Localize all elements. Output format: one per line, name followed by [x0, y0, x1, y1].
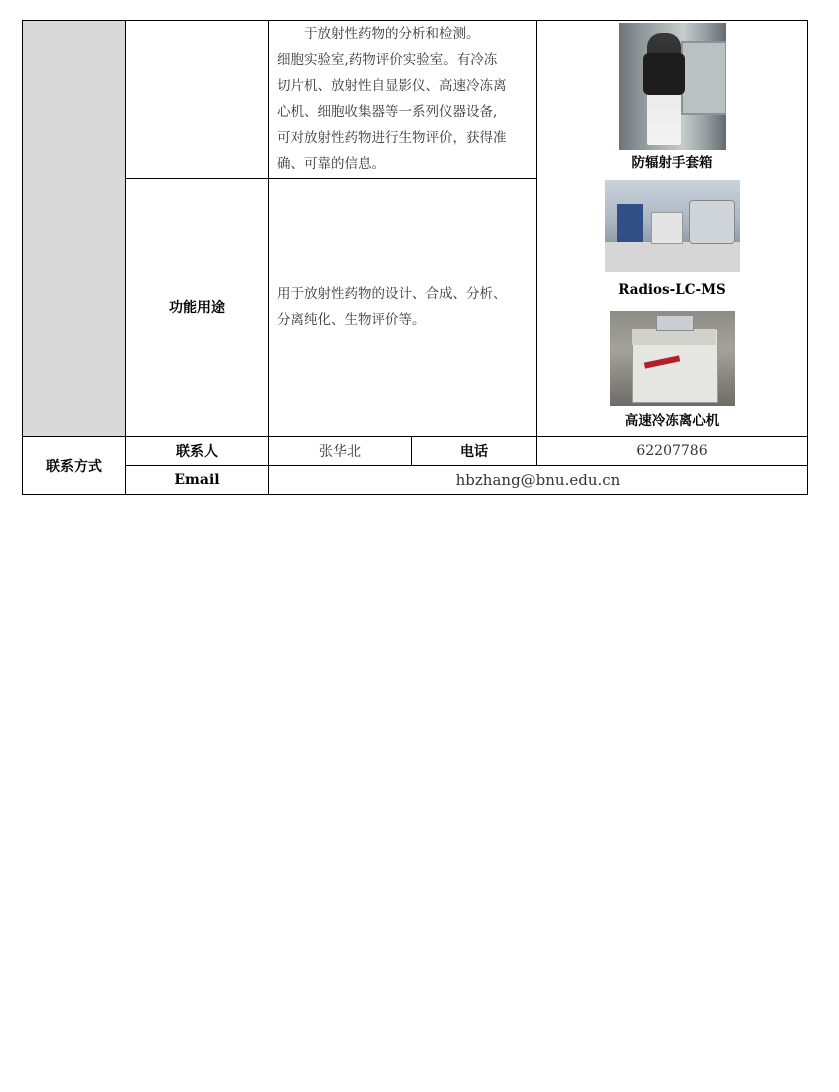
- centrifuge-caption: 高速冷冻离心机: [624, 413, 720, 429]
- function-label: 功能用途: [126, 178, 269, 436]
- phone-label: 电话: [412, 437, 537, 466]
- facility-table: [22, 20, 808, 495]
- description-cell: [269, 21, 537, 179]
- phone-value: 62207786: [537, 437, 808, 466]
- contact-person-value: 张华北: [269, 437, 412, 466]
- description-line: 细胞实验室,药物评价实验室。有冷冻: [277, 52, 498, 68]
- description-line: 确、可靠的信息。: [277, 156, 385, 172]
- email-value[interactable]: hbzhang@bnu.edu.cn: [269, 466, 808, 495]
- centrifuge-photo: [610, 311, 735, 406]
- contact-person-label: 联系人: [126, 437, 269, 466]
- description-line: 可对放射性药物进行生物评价，获得准: [277, 130, 507, 146]
- section-label-cell: [23, 21, 126, 437]
- contact-section-label: 联系方式: [23, 437, 126, 495]
- empty-label-cell: [126, 21, 269, 179]
- equipment-images-cell: [537, 21, 808, 437]
- function-text-line: 分离纯化、生物评价等。: [277, 312, 426, 329]
- email-label: Email: [126, 466, 269, 495]
- function-text-cell: [269, 178, 537, 436]
- description-line: 切片机、放射性自显影仪、高速冷冻离: [277, 78, 507, 94]
- function-text-line: 用于放射性药物的设计、合成、分析、: [277, 286, 507, 303]
- lc-ms-photo: [605, 180, 740, 272]
- description-continuation: 于放射性药物的分析和检测。: [304, 26, 480, 42]
- lc-ms-caption: Radios-LC-MS: [618, 282, 726, 298]
- glove-box-photo: [619, 23, 726, 150]
- glove-box-caption: 防辐射手套箱: [631, 155, 713, 171]
- description-line: 心机、细胞收集器等一系列仪器设备,: [277, 104, 498, 120]
